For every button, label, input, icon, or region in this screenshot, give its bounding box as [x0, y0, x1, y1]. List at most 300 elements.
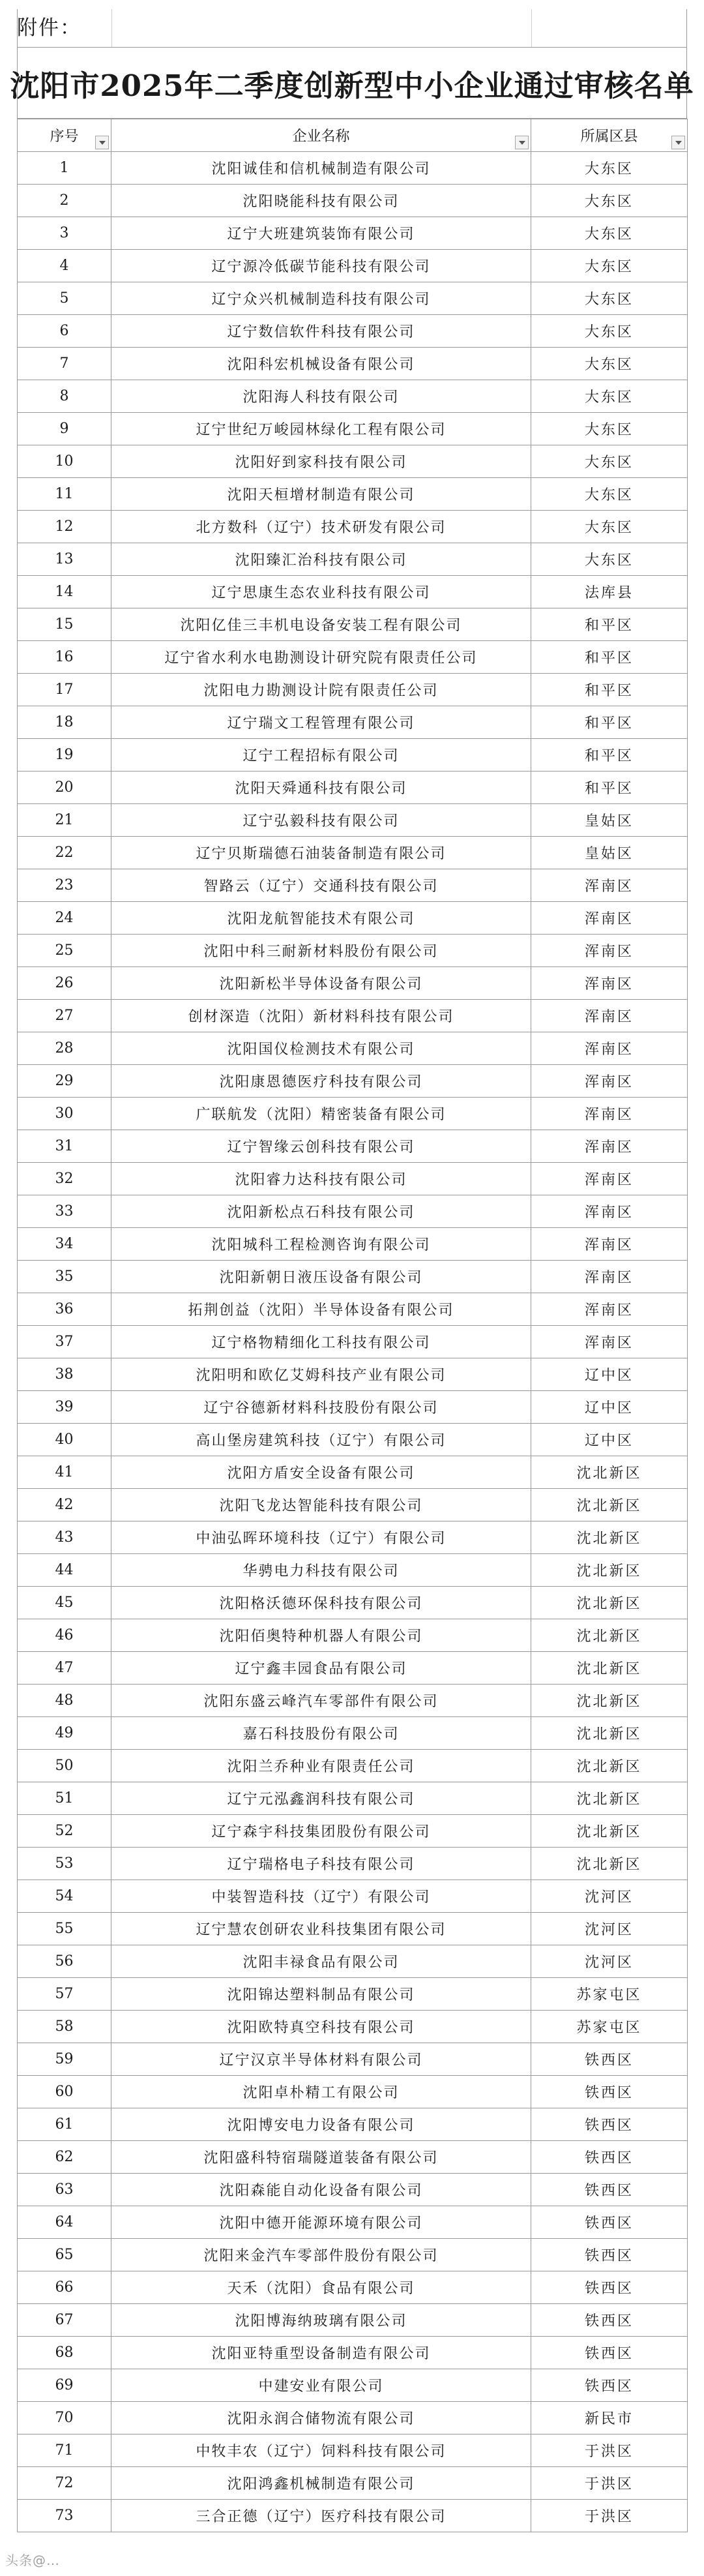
table-row — [18, 217, 688, 250]
table-row — [18, 1358, 688, 1391]
district-name: 沈北新区 — [531, 1619, 688, 1652]
dropdown-filter-icon[interactable] — [515, 136, 529, 149]
district-name: 铁西区 — [531, 2174, 688, 2206]
row-number: 68 — [18, 2337, 111, 2369]
company-name: 沈阳锦达塑料制品有限公司 — [111, 1978, 531, 2011]
row-number: 28 — [18, 1032, 111, 1065]
company-name: 辽宁源冷低碳节能科技有限公司 — [111, 250, 531, 282]
table-row — [18, 413, 688, 445]
column-header-label: 所属区县 — [580, 128, 638, 145]
row-number: 40 — [18, 1424, 111, 1456]
row-number: 52 — [18, 1815, 111, 1848]
table-row — [18, 2108, 688, 2141]
district-name: 大东区 — [531, 445, 688, 478]
company-name: 华骋电力科技有限公司 — [111, 1554, 531, 1587]
table-row — [18, 1945, 688, 1978]
district-name: 浑南区 — [531, 967, 688, 1000]
company-name: 沈阳康恩德医疗科技有限公司 — [111, 1065, 531, 1098]
company-name: 辽宁大班建筑装饰有限公司 — [111, 217, 531, 250]
row-number: 61 — [18, 2108, 111, 2141]
row-number: 12 — [18, 511, 111, 543]
company-name: 沈阳新朝日液压设备有限公司 — [111, 1261, 531, 1293]
district-name: 浑南区 — [531, 1326, 688, 1358]
district-name: 沈北新区 — [531, 1554, 688, 1587]
company-name: 沈阳天桓增材制造有限公司 — [111, 478, 531, 511]
table-row — [18, 739, 688, 771]
district-name: 沈河区 — [531, 1913, 688, 1945]
district-name: 浑南区 — [531, 1000, 688, 1032]
company-table — [17, 119, 688, 2532]
district-name: 新民市 — [531, 2402, 688, 2434]
district-name: 和平区 — [531, 739, 688, 771]
table-row — [18, 1750, 688, 1782]
company-name: 辽宁汉京半导体材料有限公司 — [111, 2043, 531, 2076]
table-row — [18, 1815, 688, 1848]
table-row — [18, 1848, 688, 1880]
district-name: 大东区 — [531, 511, 688, 543]
district-name: 辽中区 — [531, 1424, 688, 1456]
row-number: 30 — [18, 1098, 111, 1130]
company-name: 沈阳海人科技有限公司 — [111, 380, 531, 413]
table-row — [18, 1782, 688, 1815]
company-name: 沈阳龙航智能技术有限公司 — [111, 902, 531, 935]
company-name: 沈阳欧特真空科技有限公司 — [111, 2011, 531, 2043]
row-number: 31 — [18, 1130, 111, 1163]
row-number: 73 — [18, 2500, 111, 2532]
district-name: 苏家屯区 — [531, 1978, 688, 2011]
row-number: 8 — [18, 380, 111, 413]
table-row — [18, 250, 688, 282]
table-row — [18, 1391, 688, 1424]
district-name: 法库县 — [531, 576, 688, 608]
company-name: 沈阳森能自动化设备有限公司 — [111, 2174, 531, 2206]
company-name: 辽宁瑞格电子科技有限公司 — [111, 1848, 531, 1880]
company-name: 辽宁工程招标有限公司 — [111, 739, 531, 771]
column-header-label: 企业名称 — [292, 128, 350, 145]
company-name: 沈阳好到家科技有限公司 — [111, 445, 531, 478]
row-number: 62 — [18, 2141, 111, 2174]
district-name: 浑南区 — [531, 1098, 688, 1130]
company-name: 中装智造科技（辽宁）有限公司 — [111, 1880, 531, 1913]
row-number: 72 — [18, 2467, 111, 2500]
company-name: 辽宁格物精细化工科技有限公司 — [111, 1326, 531, 1358]
row-number: 42 — [18, 1489, 111, 1521]
table-row — [18, 2141, 688, 2174]
company-name: 沈阳明和欧亿艾姆科技产业有限公司 — [111, 1358, 531, 1391]
row-number: 20 — [18, 771, 111, 804]
table-row — [18, 706, 688, 739]
page-title: 沈阳市2025年二季度创新型中小企业通过审核名单 — [10, 68, 694, 103]
row-number: 4 — [18, 250, 111, 282]
company-name: 辽宁瑞文工程管理有限公司 — [111, 706, 531, 739]
row-number: 2 — [18, 185, 111, 217]
district-name: 辽中区 — [531, 1358, 688, 1391]
table-row — [18, 837, 688, 869]
table-row — [18, 1163, 688, 1195]
row-number: 41 — [18, 1456, 111, 1489]
district-name: 铁西区 — [531, 2337, 688, 2369]
district-name: 沈北新区 — [531, 1815, 688, 1848]
row-number: 71 — [18, 2434, 111, 2467]
district-name: 浑南区 — [531, 1261, 688, 1293]
district-name: 大东区 — [531, 380, 688, 413]
company-name: 沈阳新松半导体设备有限公司 — [111, 967, 531, 1000]
company-name: 辽宁慧农创研农业科技集团有限公司 — [111, 1913, 531, 1945]
district-name: 皇姑区 — [531, 837, 688, 869]
row-number: 22 — [18, 837, 111, 869]
row-number: 60 — [18, 2076, 111, 2108]
table-row — [18, 380, 688, 413]
dropdown-filter-icon[interactable] — [95, 136, 109, 149]
table-row — [18, 2500, 688, 2532]
company-name: 沈阳晓能科技有限公司 — [111, 185, 531, 217]
row-number: 11 — [18, 478, 111, 511]
district-name: 铁西区 — [531, 2076, 688, 2108]
company-name: 沈阳亚特重型设备制造有限公司 — [111, 2337, 531, 2369]
table-row — [18, 2434, 688, 2467]
watermark: 头条@… — [5, 2553, 60, 2568]
table-row — [18, 1098, 688, 1130]
table-row — [18, 2043, 688, 2076]
district-name: 沈北新区 — [531, 1521, 688, 1554]
district-name: 沈北新区 — [531, 1717, 688, 1750]
district-name: 铁西区 — [531, 2271, 688, 2304]
company-name: 沈阳兰乔种业有限责任公司 — [111, 1750, 531, 1782]
company-name: 拓荆创益（沈阳）半导体设备有限公司 — [111, 1293, 531, 1326]
company-name: 沈阳臻汇治科技有限公司 — [111, 543, 531, 576]
company-name: 沈阳中德开能源环境有限公司 — [111, 2206, 531, 2239]
table-row — [18, 282, 688, 315]
table-row — [18, 1456, 688, 1489]
company-name: 沈阳睿力达科技有限公司 — [111, 1163, 531, 1195]
company-name: 中建安业有限公司 — [111, 2369, 531, 2402]
table-row — [18, 152, 688, 185]
table-row — [18, 1521, 688, 1554]
column-header-area — [531, 119, 688, 152]
company-name: 沈阳国仪检测技术有限公司 — [111, 1032, 531, 1065]
company-name: 沈阳博海纳玻璃有限公司 — [111, 2304, 531, 2337]
district-name: 沈北新区 — [531, 1848, 688, 1880]
table-row — [18, 2271, 688, 2304]
table-row — [18, 2304, 688, 2337]
company-name: 沈阳城科工程检测咨询有限公司 — [111, 1228, 531, 1261]
district-name: 沈北新区 — [531, 1652, 688, 1685]
row-number: 64 — [18, 2206, 111, 2239]
table-row — [18, 2011, 688, 2043]
table-row — [18, 1130, 688, 1163]
company-name: 沈阳佰奥特种机器人有限公司 — [111, 1619, 531, 1652]
table-row — [18, 1717, 688, 1750]
district-name: 铁西区 — [531, 2108, 688, 2141]
row-number: 67 — [18, 2304, 111, 2337]
row-number: 58 — [18, 2011, 111, 2043]
table-row — [18, 2369, 688, 2402]
table-row — [18, 2206, 688, 2239]
district-name: 浑南区 — [531, 1293, 688, 1326]
company-name: 辽宁思康生态农业科技有限公司 — [111, 576, 531, 608]
district-name: 于洪区 — [531, 2467, 688, 2500]
district-name: 浑南区 — [531, 902, 688, 935]
district-name: 于洪区 — [531, 2500, 688, 2532]
district-name: 沈北新区 — [531, 1782, 688, 1815]
company-name: 辽宁弘毅科技有限公司 — [111, 804, 531, 837]
row-number: 69 — [18, 2369, 111, 2402]
row-number: 21 — [18, 804, 111, 837]
company-name: 沈阳卓朴精工有限公司 — [111, 2076, 531, 2108]
district-name: 浑南区 — [531, 1065, 688, 1098]
cell-divider — [531, 9, 532, 47]
district-name: 于洪区 — [531, 2434, 688, 2467]
table-row — [18, 511, 688, 543]
district-name: 大东区 — [531, 478, 688, 511]
row-number: 9 — [18, 413, 111, 445]
row-number: 17 — [18, 674, 111, 706]
district-name: 铁西区 — [531, 2369, 688, 2402]
district-name: 沈河区 — [531, 1945, 688, 1978]
row-number: 66 — [18, 2271, 111, 2304]
district-name: 铁西区 — [531, 2304, 688, 2337]
table-row — [18, 1065, 688, 1098]
row-number: 55 — [18, 1913, 111, 1945]
row-number: 53 — [18, 1848, 111, 1880]
company-name: 辽宁贝斯瑞德石油装备制造有限公司 — [111, 837, 531, 869]
row-number: 49 — [18, 1717, 111, 1750]
district-name: 大东区 — [531, 217, 688, 250]
company-name: 沈阳鸿鑫机械制造有限公司 — [111, 2467, 531, 2500]
district-name: 浑南区 — [531, 1195, 688, 1228]
row-number: 48 — [18, 1685, 111, 1717]
table-row — [18, 445, 688, 478]
row-number: 36 — [18, 1293, 111, 1326]
table-row — [18, 1880, 688, 1913]
company-name: 沈阳飞龙达智能科技有限公司 — [111, 1489, 531, 1521]
table-row — [18, 902, 688, 935]
district-name: 和平区 — [531, 641, 688, 674]
company-name: 沈阳方盾安全设备有限公司 — [111, 1456, 531, 1489]
district-name: 大东区 — [531, 250, 688, 282]
row-number: 45 — [18, 1587, 111, 1619]
district-name: 浑南区 — [531, 1228, 688, 1261]
district-name: 和平区 — [531, 771, 688, 804]
company-name: 广联航发（沈阳）精密装备有限公司 — [111, 1098, 531, 1130]
company-name: 沈阳科宏机械设备有限公司 — [111, 348, 531, 380]
table-row — [18, 1489, 688, 1521]
row-number: 25 — [18, 935, 111, 967]
district-name: 浑南区 — [531, 1032, 688, 1065]
table-row — [18, 576, 688, 608]
company-name: 辽宁森宇科技集团股份有限公司 — [111, 1815, 531, 1848]
table-header-row — [18, 119, 688, 152]
district-name: 大东区 — [531, 152, 688, 185]
table-row — [18, 315, 688, 348]
row-number: 32 — [18, 1163, 111, 1195]
row-number: 47 — [18, 1652, 111, 1685]
row-number: 46 — [18, 1619, 111, 1652]
row-number: 27 — [18, 1000, 111, 1032]
table-row — [18, 1326, 688, 1358]
row-number: 34 — [18, 1228, 111, 1261]
row-number: 5 — [18, 282, 111, 315]
row-number: 59 — [18, 2043, 111, 2076]
row-number: 19 — [18, 739, 111, 771]
table-row — [18, 1424, 688, 1456]
row-number: 50 — [18, 1750, 111, 1782]
company-name: 沈阳亿佳三丰机电设备安装工程有限公司 — [111, 608, 531, 641]
company-name: 沈阳盛科特宿瑞隧道装备有限公司 — [111, 2141, 531, 2174]
company-name: 三合正德（辽宁）医疗科技有限公司 — [111, 2500, 531, 2532]
table-row — [18, 185, 688, 217]
table-row — [18, 2337, 688, 2369]
company-name: 中油弘晖环境科技（辽宁）有限公司 — [111, 1521, 531, 1554]
district-name: 浑南区 — [531, 1163, 688, 1195]
title-row — [10, 47, 694, 119]
company-name: 辽宁谷德新材料科技股份有限公司 — [111, 1391, 531, 1424]
district-name: 浑南区 — [531, 935, 688, 967]
district-name: 铁西区 — [531, 2141, 688, 2174]
row-number: 7 — [18, 348, 111, 380]
company-name: 沈阳来金汽车零部件股份有限公司 — [111, 2239, 531, 2271]
company-name: 北方数科（辽宁）技术研发有限公司 — [111, 511, 531, 543]
table-row — [18, 1228, 688, 1261]
row-number: 51 — [18, 1782, 111, 1815]
company-name: 沈阳博安电力设备有限公司 — [111, 2108, 531, 2141]
table-row — [18, 641, 688, 674]
column-header-name — [111, 119, 531, 152]
row-number: 16 — [18, 641, 111, 674]
company-name: 沈阳诚佳和信机械制造有限公司 — [111, 152, 531, 185]
company-name: 辽宁智缘云创科技有限公司 — [111, 1130, 531, 1163]
table-row — [18, 1554, 688, 1587]
table-row — [18, 608, 688, 641]
row-number: 39 — [18, 1391, 111, 1424]
row-number: 70 — [18, 2402, 111, 2434]
table-row — [18, 478, 688, 511]
table-row — [18, 2174, 688, 2206]
column-header-label: 序号 — [50, 128, 79, 145]
row-number: 37 — [18, 1326, 111, 1358]
table-row — [18, 869, 688, 902]
row-number: 29 — [18, 1065, 111, 1098]
row-number: 65 — [18, 2239, 111, 2271]
table-row — [18, 771, 688, 804]
company-name: 沈阳永润合储物流有限公司 — [111, 2402, 531, 2434]
row-number: 43 — [18, 1521, 111, 1554]
table-row — [18, 1619, 688, 1652]
district-name: 大东区 — [531, 348, 688, 380]
table-row — [18, 1685, 688, 1717]
district-name: 浑南区 — [531, 869, 688, 902]
table-row — [18, 935, 688, 967]
company-name: 辽宁数信软件科技有限公司 — [111, 315, 531, 348]
district-name: 和平区 — [531, 674, 688, 706]
district-name: 沈北新区 — [531, 1587, 688, 1619]
table-row — [18, 2076, 688, 2108]
table-row — [18, 1652, 688, 1685]
table-row — [18, 348, 688, 380]
district-name: 铁西区 — [531, 2206, 688, 2239]
company-name: 辽宁众兴机械制造科技有限公司 — [111, 282, 531, 315]
company-name: 创材深造（沈阳）新材料科技有限公司 — [111, 1000, 531, 1032]
district-name: 和平区 — [531, 608, 688, 641]
company-name: 辽宁鑫丰园食品有限公司 — [111, 1652, 531, 1685]
attachment-label: 附件： — [17, 16, 81, 40]
row-number: 57 — [18, 1978, 111, 2011]
column-header-no — [18, 119, 111, 152]
row-number: 3 — [18, 217, 111, 250]
district-name: 大东区 — [531, 315, 688, 348]
row-number: 15 — [18, 608, 111, 641]
row-number: 54 — [18, 1880, 111, 1913]
table-row — [18, 1978, 688, 2011]
company-name: 辽宁世纪万峻园林绿化工程有限公司 — [111, 413, 531, 445]
table-row — [18, 543, 688, 576]
district-name: 沈河区 — [531, 1880, 688, 1913]
district-name: 沈北新区 — [531, 1456, 688, 1489]
row-number: 23 — [18, 869, 111, 902]
district-name: 苏家屯区 — [531, 2011, 688, 2043]
row-number: 6 — [18, 315, 111, 348]
dropdown-filter-icon[interactable] — [671, 136, 685, 149]
table-row — [18, 674, 688, 706]
district-name: 皇姑区 — [531, 804, 688, 837]
row-number: 10 — [18, 445, 111, 478]
row-number: 18 — [18, 706, 111, 739]
row-number: 33 — [18, 1195, 111, 1228]
district-name: 沈北新区 — [531, 1750, 688, 1782]
table-row — [18, 1293, 688, 1326]
district-name: 辽中区 — [531, 1391, 688, 1424]
company-name: 辽宁元泓鑫润科技有限公司 — [111, 1782, 531, 1815]
company-name: 天禾（沈阳）食品有限公司 — [111, 2271, 531, 2304]
table-row — [18, 1587, 688, 1619]
row-number: 35 — [18, 1261, 111, 1293]
district-name: 沈北新区 — [531, 1489, 688, 1521]
company-name: 沈阳东盛云峰汽车零部件有限公司 — [111, 1685, 531, 1717]
row-number: 56 — [18, 1945, 111, 1978]
company-name: 沈阳天舜通科技有限公司 — [111, 771, 531, 804]
district-name: 大东区 — [531, 543, 688, 576]
district-name: 铁西区 — [531, 2043, 688, 2076]
district-name: 浑南区 — [531, 1130, 688, 1163]
row-number: 63 — [18, 2174, 111, 2206]
row-number: 38 — [18, 1358, 111, 1391]
table-row — [18, 1000, 688, 1032]
company-name: 沈阳中科三耐新材料股份有限公司 — [111, 935, 531, 967]
row-number: 44 — [18, 1554, 111, 1587]
table-row — [18, 967, 688, 1000]
table-row — [18, 1261, 688, 1293]
company-name: 沈阳丰禄食品有限公司 — [111, 1945, 531, 1978]
company-name: 沈阳新松点石科技有限公司 — [111, 1195, 531, 1228]
district-name: 和平区 — [531, 706, 688, 739]
row-number: 26 — [18, 967, 111, 1000]
row-number: 13 — [18, 543, 111, 576]
row-number: 24 — [18, 902, 111, 935]
table-row — [18, 2402, 688, 2434]
table-row — [18, 1913, 688, 1945]
company-name: 沈阳电力勘测设计院有限责任公司 — [111, 674, 531, 706]
table-row — [18, 2239, 688, 2271]
district-name: 铁西区 — [531, 2239, 688, 2271]
district-name: 大东区 — [531, 185, 688, 217]
company-name: 智路云（辽宁）交通科技有限公司 — [111, 869, 531, 902]
table-row — [18, 2467, 688, 2500]
row-number: 14 — [18, 576, 111, 608]
company-name: 沈阳格沃德环保科技有限公司 — [111, 1587, 531, 1619]
table-row — [18, 804, 688, 837]
table-row — [18, 1032, 688, 1065]
company-name: 中牧丰农（辽宁）饲料科技有限公司 — [111, 2434, 531, 2467]
